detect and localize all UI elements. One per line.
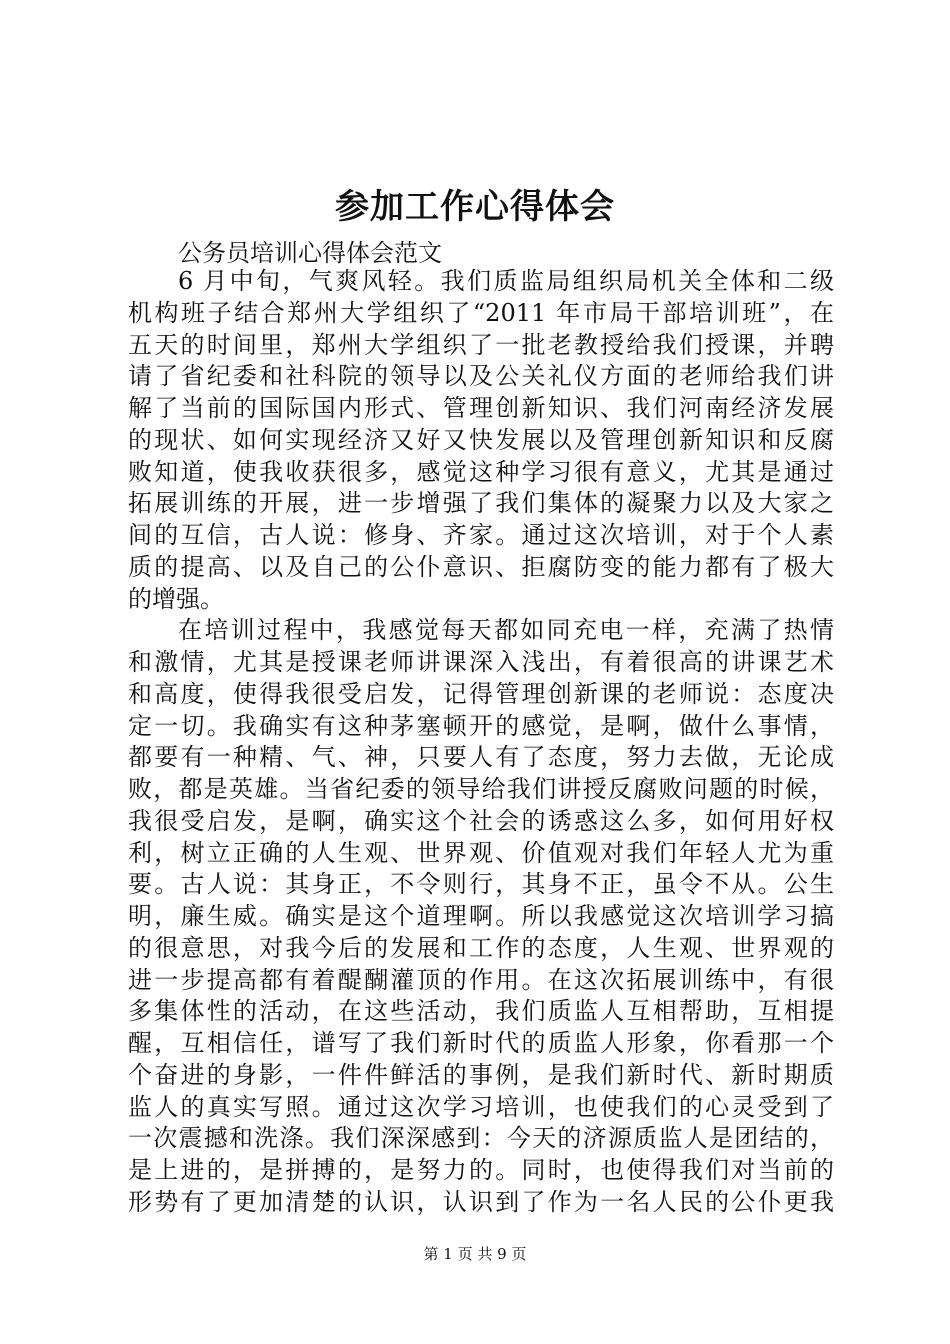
- paragraph-2-line: 是上进的，是拼搏的，是努力的。同时，也使得我们对当前的: [128, 1156, 834, 1184]
- paragraph-2-line: 个奋进的身影，一件件鲜活的事例，是我们新时代、新时期质: [128, 1060, 834, 1089]
- paragraph-2-line: 要。古人说：其身正，不令则行，其身不正，虽令不从。公生: [128, 870, 834, 899]
- paragraph-2-line: 明，廉生威。确实是这个道理啊。所以我感觉这次培训学习搞: [128, 902, 834, 930]
- paragraph-2-line: 我很受启发，是啊，确实这个社会的诱惑这么多，如何用好权: [128, 806, 834, 835]
- paragraph-1-line: 的增强。: [128, 584, 224, 613]
- paragraph-2-line: 监人的真实写照。通过这次学习培训，也使我们的心灵受到了: [128, 1092, 834, 1121]
- paragraph-2-line: 和激情，尤其是授课老师讲课深入浅出，有着很高的讲课艺术: [128, 648, 834, 676]
- paragraph-2-line: 和高度，使得我很受启发，记得管理创新课的老师说：态度决: [128, 679, 834, 708]
- paragraph-2-line: 进一步提高都有着醍醐灌顶的作用。在这次拓展训练中，有很: [128, 965, 834, 994]
- paragraph-1-line: 解了当前的国际国内形式、管理创新知识、我们河南经济发展: [128, 394, 834, 422]
- paragraph-1-line: 间的互信，古人说：修身、齐家。通过这次培训，对于个人素: [128, 521, 834, 549]
- paragraph-1-line: 请了省纪委和社科院的领导以及公关礼仪方面的老师给我们讲: [128, 362, 834, 391]
- paragraph-2-line: 一次震撼和洗涤。我们深深感到：今天的济源质监人是团结的，: [128, 1124, 834, 1153]
- page-title: 参加工作心得体会: [335, 187, 615, 227]
- paragraph-1-line: 拓展训练的开展，进一步增强了我们集体的凝聚力以及大家之: [128, 489, 834, 518]
- paragraph-1-line: 6 月中旬，气爽风轻。我们质监局组织局机关全体和二级: [178, 267, 834, 295]
- paragraph-2-line: 形势有了更加清楚的认识，认识到了作为一名人民的公仆更我: [128, 1187, 834, 1216]
- paragraph-1-line: 五天的时间里，郑州大学组织了一批老教授给我们授课，并聘: [128, 330, 834, 359]
- paragraph-2-line: 利，树立正确的人生观、世界观、价值观对我们年轻人尤为重: [128, 838, 834, 867]
- paragraph-2-line: 都要有一种精、气、神，只要人有了态度，努力去做，无论成: [128, 743, 834, 772]
- paragraph-2-line: 的很意思，对我今后的发展和工作的态度，人生观、世界观的: [128, 933, 834, 962]
- paragraph-2-line: 醒，互相信任，谱写了我们新时代的质监人形象，你看那一个: [128, 1029, 834, 1057]
- paragraph-1-line: 的现状、如何实现经济又好又快发展以及管理创新知识和反腐: [128, 425, 834, 454]
- paragraph-1-line: 败知道，使我收获很多，感觉这种学习很有意义，尤其是通过: [128, 457, 834, 486]
- paragraph-2-line: 多集体性的活动，在这些活动，我们质监人互相帮助，互相提: [128, 997, 834, 1026]
- document-subtitle: 公务员培训心得体会范文: [178, 239, 442, 267]
- paragraph-2-line: 定一切。我确实有这种茅塞顿开的感觉，是啊，做什么事情，: [128, 711, 834, 740]
- paragraph-1-line: 质的提高、以及自己的公仆意识、拒腐防变的能力都有了极大: [128, 552, 834, 581]
- paragraph-1-line: 机构班子结合郑州大学组织了“2011 年市局干部培训班”，在: [128, 298, 834, 327]
- page-number-footer: 第 1 页 共 9 页: [423, 1245, 527, 1263]
- paragraph-2-line: 在培训过程中，我感觉每天都如同充电一样，充满了热情: [178, 616, 834, 645]
- paragraph-2-line: 败，都是英雄。当省纪委的领导给我们讲授反腐败问题的时候，: [128, 775, 834, 803]
- document-body: [128, 266, 834, 1219]
